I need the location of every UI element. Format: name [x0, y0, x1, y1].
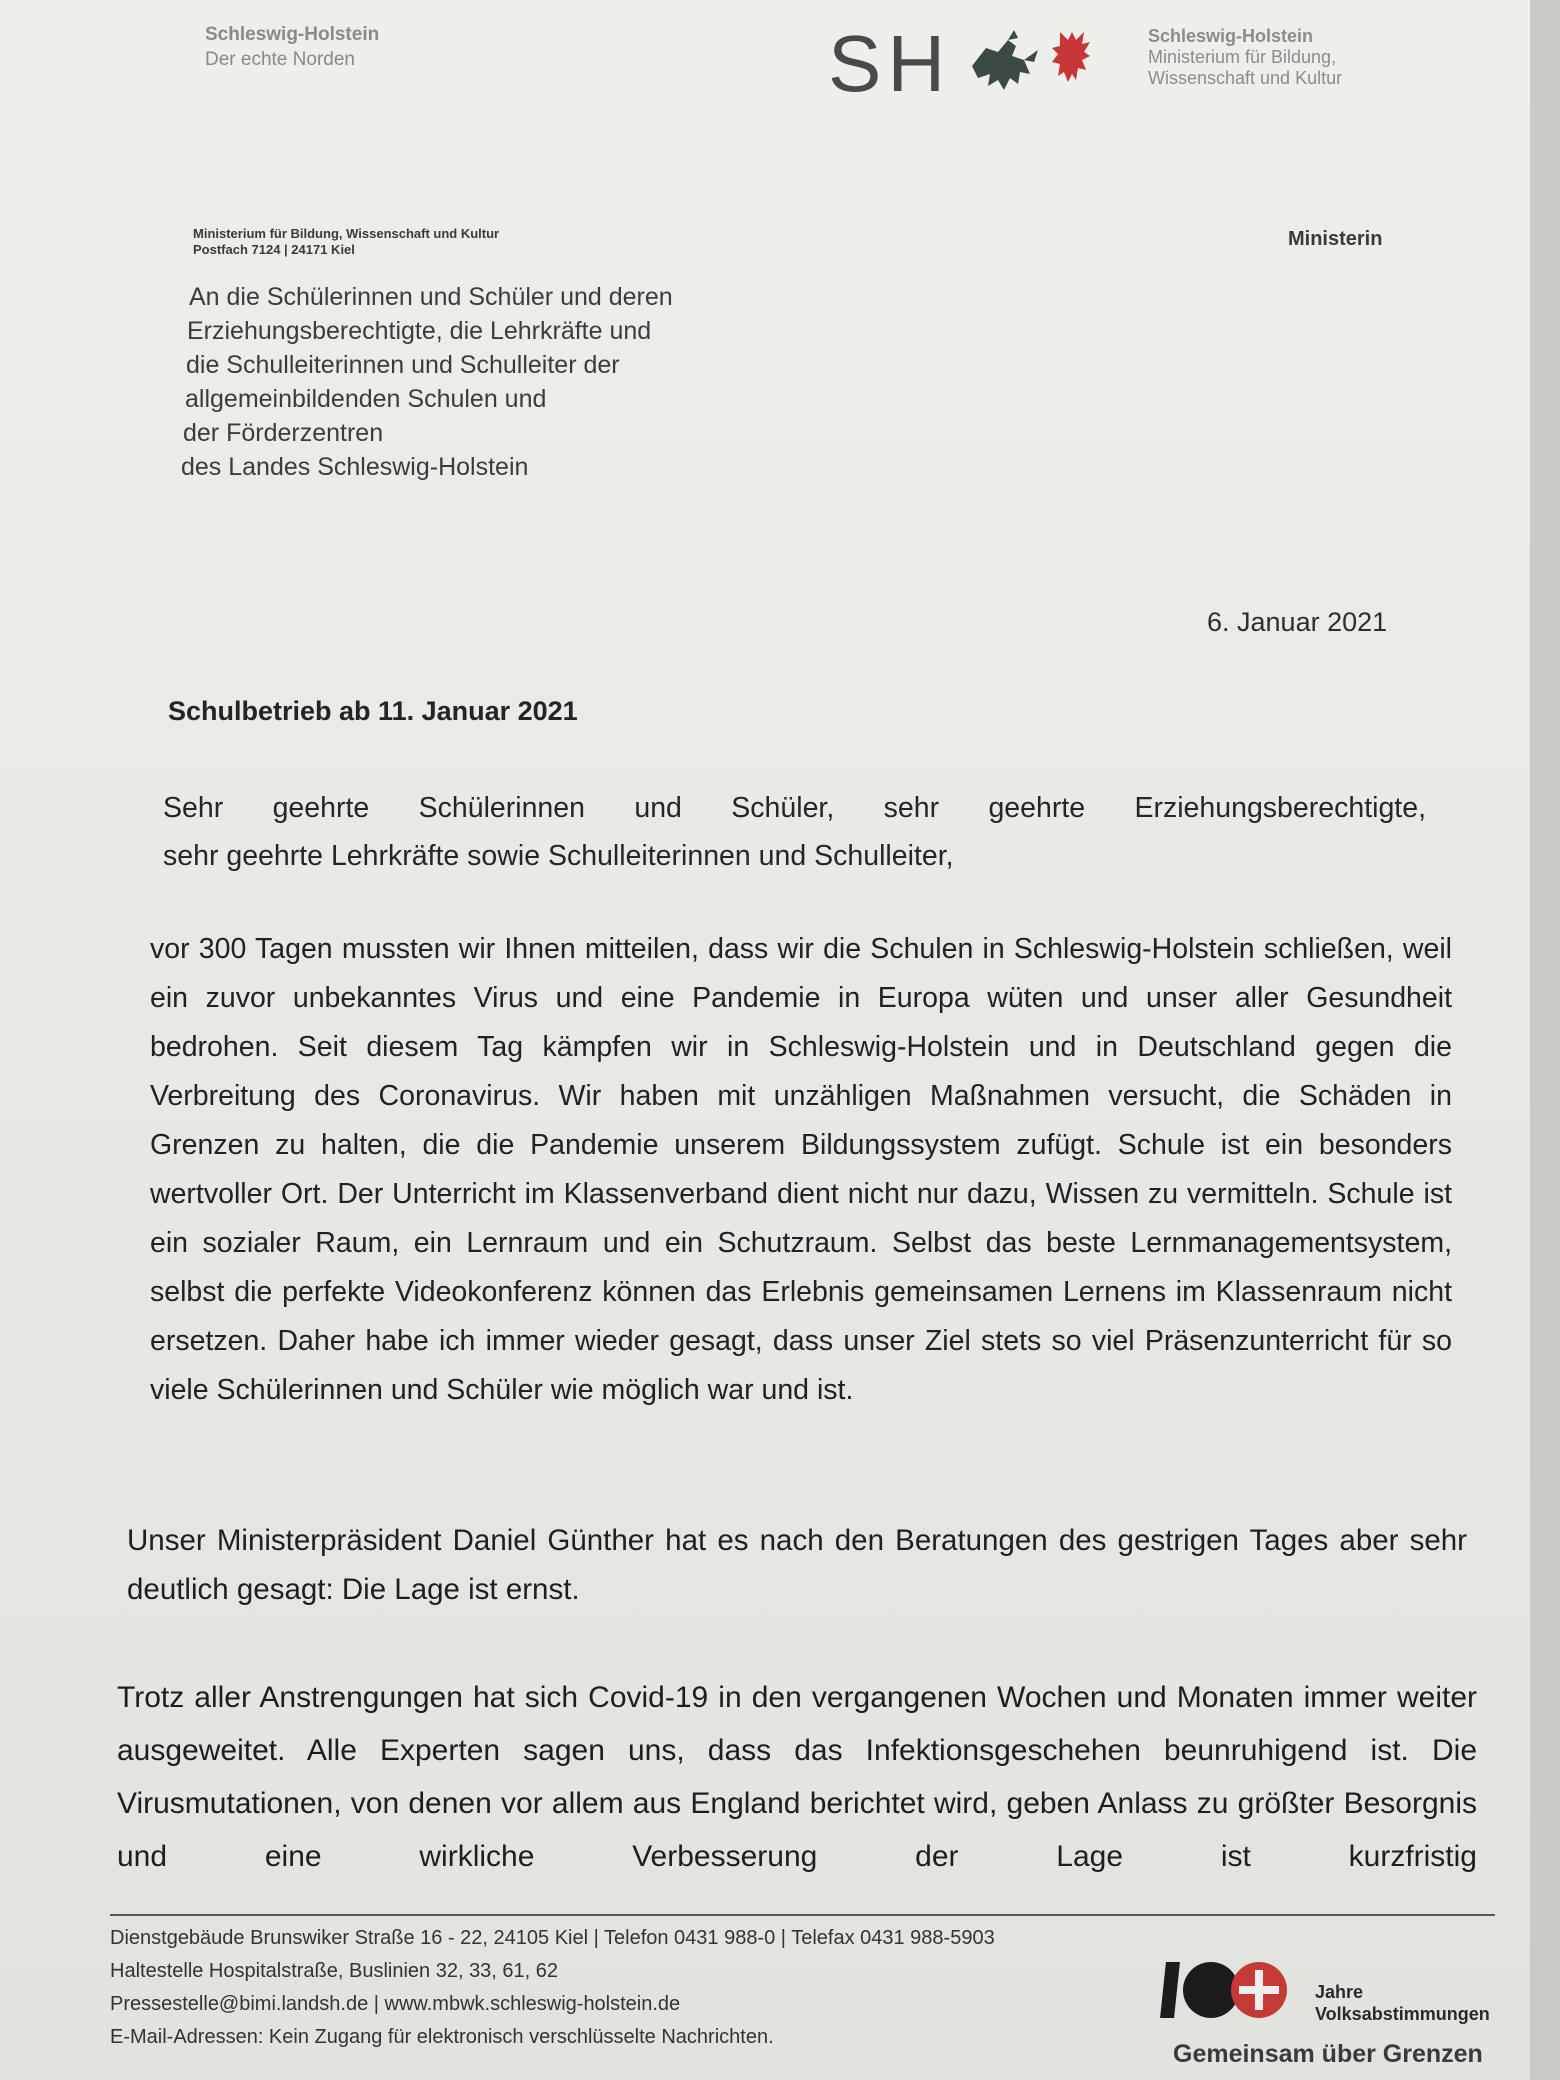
- sender-address: [193, 226, 499, 258]
- addressee-line: der Förderzentren: [183, 419, 384, 447]
- anniversary-digit-zero-cross: [1231, 1962, 1287, 2018]
- state-slogan: Der echte Norden: [205, 49, 355, 70]
- body-paragraph-2: Unser Ministerpräsident Daniel Günther hat es nach den Beratungen des gestrigen Tages aber sehr deutlich gesagt: Die Lage ist ernst.: [127, 1524, 1467, 1606]
- footer-contact: Pressestelle@bimi.landsh.de | www.mbwk.schleswig-holstein.de: [110, 1993, 681, 2015]
- state-brand: [205, 22, 379, 72]
- anniversary-digit-one: [1160, 1962, 1180, 2018]
- addressee-line: allgemeinbildenden Schulen und: [185, 385, 547, 413]
- anniversary-label-line2: Volksabstimmungen: [1315, 2004, 1490, 2024]
- footer-email-note: E-Mail-Adressen: Kein Zugang für elektronisch verschlüsselte Nachrichten.: [110, 2026, 774, 2048]
- salutation: [163, 784, 1426, 880]
- addressee-line: Erziehungsberechtigte, die Lehrkräfte und: [187, 317, 652, 345]
- addressee-line: des Landes Schleswig-Holstein: [181, 453, 529, 481]
- anniversary-label: [1315, 1981, 1490, 2025]
- state-name: Schleswig-Holstein: [205, 24, 380, 45]
- anniversary-tagline: Gemeinsam über Grenzen: [1173, 2040, 1483, 2068]
- sender-line1: Ministerium für Bildung, Wissenschaft und Kultur: [193, 226, 500, 241]
- sender-line2: Postfach 7124 | 24171 Kiel: [193, 242, 355, 257]
- footer-divider: [110, 1914, 1495, 1916]
- addressee-line: An die Schülerinnen und Schüler und deren: [189, 283, 673, 311]
- salutation-line1: Sehr geehrte Schülerinnen und Schüler, sehr geehrte Erziehungsberechtigte,: [163, 792, 1426, 824]
- footer: [110, 1922, 995, 2054]
- letter-date: 6. Januar 2021: [1207, 607, 1388, 637]
- sender-role: Ministerin: [1288, 228, 1383, 250]
- addressee-block: [183, 280, 673, 484]
- ministry-name-line1: Ministerium für Bildung,: [1148, 47, 1337, 67]
- coat-of-arms-icon: [968, 26, 1118, 98]
- body-paragraph-3: Trotz aller Anstrengungen hat sich Covid-19 in den vergangenen Wochen und Monaten immer weiter ausgeweitet. Alle Experten sagen uns, dass das Infektionsgeschehen beunruhigend ist. Die Virusmutationen, von denen vor allem aus England berichtet wird, geben Anlass zu größter Besorgnis und eine wirkliche Verbesserung der Lage ist kurzfristig: [117, 1681, 1477, 1873]
- ministry-name-line2: Wissenschaft und Kultur: [1148, 68, 1343, 88]
- sh-logo-text: SH: [828, 19, 952, 108]
- page-edge: [1530, 0, 1560, 2080]
- addressee-line: die Schulleiterinnen und Schulleiter der: [186, 351, 620, 379]
- footer-address: Dienstgebäude Brunswiker Straße 16 - 22, 24105 Kiel | Telefon 0431 988-0 | Telefax 0431 988-5903: [110, 1927, 995, 1949]
- anniversary-logo: [1163, 1962, 1523, 2072]
- footer-transit: Haltestelle Hospitalstraße, Buslinien 32, 33, 61, 62: [110, 1960, 559, 1982]
- ministry-header: [1148, 26, 1342, 89]
- anniversary-label-line1: Jahre: [1315, 1982, 1364, 2002]
- sh-logo: [828, 19, 1108, 108]
- letter-subject: Schulbetrieb ab 11. Januar 2021: [168, 696, 578, 726]
- salutation-line2: sehr geehrte Lehrkräfte sowie Schulleiterinnen und Schulleiter,: [163, 840, 954, 872]
- ministry-state: Schleswig-Holstein: [1148, 26, 1314, 46]
- body-paragraph-1: vor 300 Tagen mussten wir Ihnen mitteilen, dass wir die Schulen in Schleswig-Holstein schließen, weil ein zuvor unbekanntes Virus und eine Pandemie in Europa wüten und unser aller Gesundheit bedrohen. Seit diesem Tag kämpfen wir in Schleswig-Holstein und in Deutschland gegen die Verbreitung des Coronavirus. Wir haben mit unzähligen Maßnahmen versucht, die Schäden in Grenzen zu halten, die die Pandemie unserem Bildungssystem zufügt. Schule ist ein besonders wertvoller Ort. Der Unterricht im Klassenverband dient nicht nur dazu, Wissen zu vermitteln. Schule ist ein sozialer Raum, ein Lernraum und ein Schutzraum. Selbst das beste Lernmanagementsystem, selbst die perfekte Videokonferenz können das Erlebnis gemeinsamen Lernens im Klassenraum nicht ersetzen. Daher habe ich immer wieder gesagt, dass unser Ziel stets so viel Präsenzunterricht für so viele Schülerinnen und Schüler wie möglich war und ist.: [150, 933, 1452, 1406]
